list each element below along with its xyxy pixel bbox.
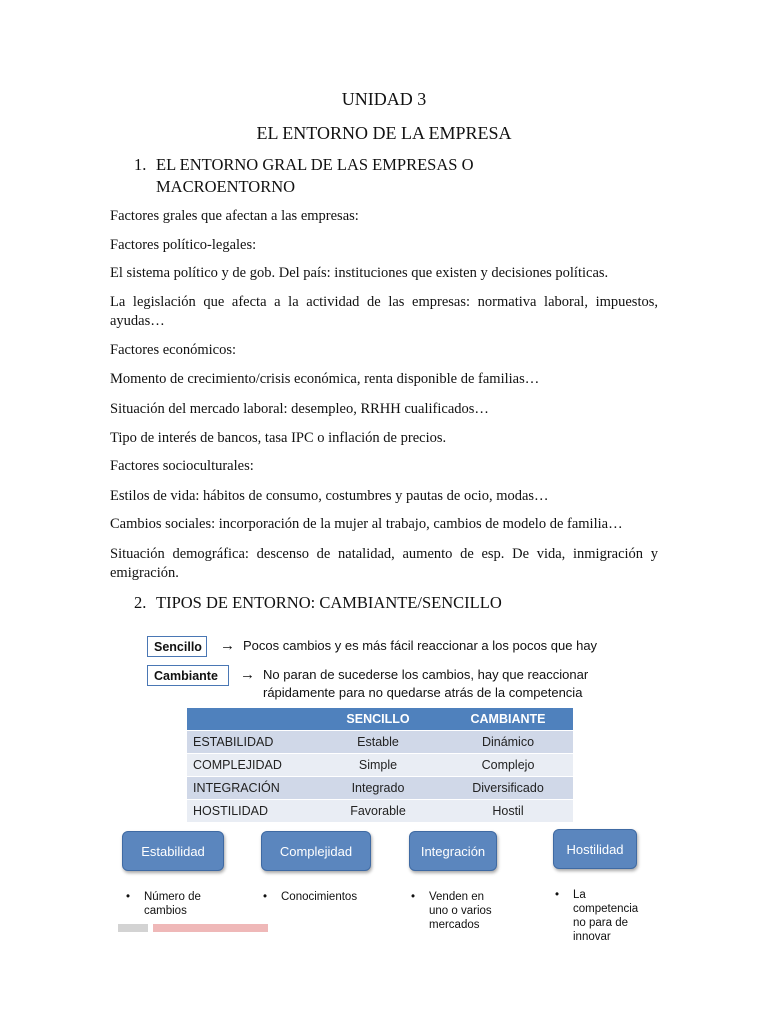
section-1-number: 1. [134,155,147,174]
table-header-row [187,708,573,731]
bullet-icon: • [555,889,560,901]
table-header-cell [187,708,313,731]
cambiante-description-line2: rápidamente para no quedarse atrás de la competencia [263,685,583,700]
document-title: EL ENTORNO DE LA EMPRESA [256,123,512,143]
paragraph: Factores económicos: [110,342,237,358]
table-header-cell: SENCILLO [313,708,443,731]
table-row [187,800,573,823]
paragraph: Factores socioculturales: [110,458,254,474]
entorno-comparison-table [187,708,573,822]
sencillo-tag: Sencillo [147,636,207,657]
paragraph: Tipo de interés de bancos, tasa IPC o inflación de precios. [110,430,447,446]
bullet-text: La competencia no para de innovar [573,889,639,943]
paragraph: Factores político-legales: [110,237,257,253]
hostilidad-box: Hostilidad [553,829,637,869]
table-cell: ESTABILIDAD [187,731,313,754]
paragraph: La legislación que afecta a la actividad de las empresas: normativa laboral, impuestos, ayudas… [110,294,658,329]
paragraph: Estilos de vida: hábitos de consumo, costumbres y pautas de ocio, modas… [110,488,549,504]
bullet-icon: • [411,891,416,903]
cropped-slide-edge [118,924,368,932]
table-cell: COMPLEJIDAD [187,754,313,777]
arrow-icon: → [220,637,235,654]
paragraph: El sistema político y de gob. Del país: instituciones que existen y decisiones políticas. [110,265,609,281]
table-cell: Complejo [443,754,573,777]
bullet-text: Número de cambios [144,891,201,917]
cambiante-description-line1: No paran de sucederse los cambios, hay que reaccionar [263,667,589,682]
section-1-title-line2: MACROENTORNO [156,177,296,196]
estabilidad-box: Estabilidad [122,831,224,871]
paragraph: Factores grales que afectan a las empresas: [110,208,359,224]
integracion-box: Integración [409,831,497,871]
complejidad-box: Complejidad [261,831,371,871]
table-cell: Integrado [313,777,443,800]
paragraph: Situación demográfica: descenso de natalidad, aumento de esp. De vida, inmigración y emigración. [110,546,658,581]
table-cell: Diversificado [443,777,573,800]
cambiante-tag: Cambiante [147,665,229,686]
section-1-title-line1: EL ENTORNO GRAL DE LAS EMPRESAS O [156,155,474,174]
bullet-icon: • [263,891,268,903]
bullet-text: Venden en uno o varios mercados [429,891,492,931]
bullet-text: Conocimientos [281,891,358,903]
table-cell: INTEGRACIÓN [187,777,313,800]
unit-heading: UNIDAD 3 [341,89,427,109]
table-cell: Estable [313,731,443,754]
table-cell: Hostil [443,800,573,823]
table-row [187,754,573,777]
table-cell: Dinámico [443,731,573,754]
table-cell: Simple [313,754,443,777]
section-2-number: 2. [134,593,147,612]
section-2-title: TIPOS DE ENTORNO: CAMBIANTE/SENCILLO [156,593,502,612]
table-row [187,731,573,754]
table-row [187,777,573,800]
paragraph: Momento de crecimiento/crisis económica, renta disponible de familias… [110,371,540,387]
sencillo-description: Pocos cambios y es más fácil reaccionar a los pocos que hay [243,638,598,653]
embedded-slide-image [118,626,650,943]
arrow-icon: → [240,666,255,683]
bullet-icon: • [126,891,131,903]
paragraph: Cambios sociales: incorporación de la mujer al trabajo, cambios de modelo de familia… [110,516,623,532]
paragraph: Situación del mercado laboral: desempleo, RRHH cualificados… [110,401,489,417]
table-cell: Favorable [313,800,443,823]
table-header-cell: CAMBIANTE [443,708,573,731]
table-cell: HOSTILIDAD [187,800,313,823]
